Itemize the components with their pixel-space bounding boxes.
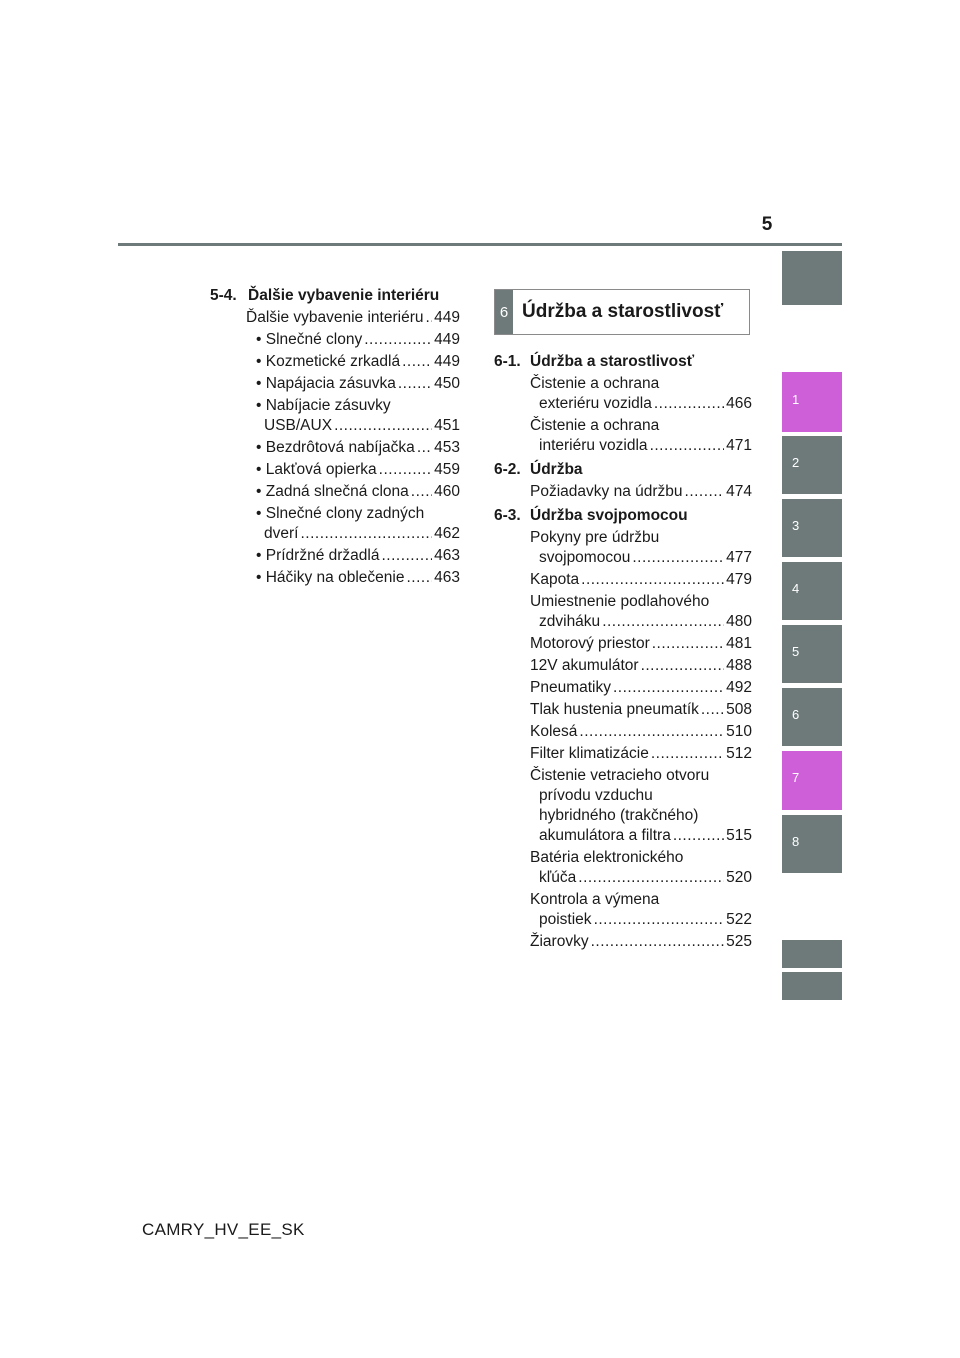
toc-entry[interactable] <box>530 482 752 502</box>
toc-entry-page: 479 <box>726 571 752 588</box>
toc-entry[interactable] <box>530 700 752 720</box>
section-heading <box>494 352 752 372</box>
toc-bullet[interactable] <box>256 460 460 480</box>
side-tab-label: 2 <box>792 455 800 470</box>
toc-entry-page: 463 <box>434 569 460 586</box>
dot-leader <box>685 482 725 502</box>
section-heading <box>494 506 752 526</box>
section-title: Údržba <box>530 461 583 478</box>
dot-leader <box>379 460 432 480</box>
chapter-title: Údržba a starostlivosť <box>522 301 724 322</box>
toc-entry-title: Kontrola a výmena <box>530 891 660 908</box>
dot-leader <box>641 656 725 676</box>
side-tab-4[interactable] <box>782 562 842 620</box>
side-tab-blank[interactable] <box>782 251 842 305</box>
toc-entry-title-cont: svojpomocou <box>539 549 631 566</box>
toc-entry-title: Kapota <box>530 571 580 588</box>
side-tab-7[interactable] <box>782 751 842 810</box>
dot-leader <box>364 330 432 350</box>
toc-entry-page: 515 <box>726 827 752 844</box>
toc-entry-page: 466 <box>726 395 752 412</box>
toc-entry[interactable] <box>530 766 752 846</box>
toc-entry[interactable] <box>530 678 752 698</box>
toc-entry-title: • Prídržné držadlá <box>256 547 380 564</box>
toc-entry-title: Tlak hustenia pneumatík <box>530 701 699 718</box>
toc-entry-page: 522 <box>726 911 752 928</box>
toc-bullet[interactable] <box>256 438 460 458</box>
toc-entry-page: 520 <box>726 869 752 886</box>
section-heading <box>494 460 752 480</box>
toc-entry-title: Čistenie a ochrana <box>530 417 660 434</box>
toc-entry-page: 449 <box>434 331 460 348</box>
side-tab-index-2[interactable] <box>782 972 842 1000</box>
toc-entry-page: 480 <box>726 613 752 630</box>
section-title: Údržba svojpomocou <box>530 507 688 524</box>
toc-entry-title: Batéria elektronického <box>530 849 684 866</box>
toc-entry[interactable] <box>530 634 752 654</box>
toc-entry-title: • Kozmetické zrkadlá <box>256 353 401 370</box>
toc-bullet[interactable] <box>256 374 460 394</box>
toc-entry-page: 481 <box>726 635 752 652</box>
dot-leader <box>650 436 725 456</box>
toc-entry[interactable] <box>530 528 752 568</box>
toc-entry-title: • Háčiky na oblečenie <box>256 569 405 586</box>
dot-leader <box>701 700 724 720</box>
dot-leader <box>673 826 724 846</box>
dot-leader <box>654 394 724 414</box>
toc-entry[interactable] <box>530 932 752 952</box>
toc-entry[interactable] <box>246 308 460 328</box>
left-column <box>210 286 460 588</box>
toc-entry-title-cont: kľúča <box>539 869 577 886</box>
toc-bullet[interactable] <box>256 396 460 436</box>
toc-entry-title: Ďalšie vybavenie interiéru <box>246 309 424 326</box>
toc-entry-page: 453 <box>434 439 460 456</box>
side-tab-3[interactable] <box>782 499 842 557</box>
toc-entry-title: • Slnečné clony zadných <box>256 505 425 522</box>
toc-bullet[interactable] <box>256 546 460 566</box>
toc-entry-title: Pneumatiky <box>530 679 611 696</box>
side-tab-1[interactable] <box>782 372 842 432</box>
side-tab-label: 4 <box>792 581 800 596</box>
toc-entry[interactable] <box>530 570 752 590</box>
dot-leader <box>381 546 432 566</box>
toc-bullet[interactable] <box>256 482 460 502</box>
toc-entry[interactable] <box>530 744 752 764</box>
toc-entry-title-cont: poistiek <box>539 911 592 928</box>
document-code: CAMRY_HV_EE_SK <box>142 1220 305 1239</box>
toc-entry-page: 459 <box>434 461 460 478</box>
right-column <box>494 352 752 952</box>
toc-entry-title-cont: zdviháku <box>539 613 601 630</box>
section-number: 5-4. <box>210 287 237 304</box>
toc-entry[interactable] <box>530 722 752 742</box>
dot-leader <box>594 910 725 930</box>
toc-entry[interactable] <box>530 890 752 930</box>
dot-leader <box>398 374 432 394</box>
toc-entry-title: Pokyny pre údržbu <box>530 529 660 546</box>
toc-entry-page: 512 <box>726 745 752 762</box>
side-tab-index[interactable] <box>782 940 842 968</box>
toc-entry-title: Požiadavky na údržbu <box>530 483 683 500</box>
toc-entry-page: 449 <box>434 353 460 370</box>
toc-entry-title: Filter klimatizácie <box>530 745 649 762</box>
dot-leader <box>406 568 432 588</box>
toc-entry-page: 462 <box>434 525 460 542</box>
dot-leader <box>632 548 724 568</box>
toc-entry-page: 450 <box>434 375 460 392</box>
side-tab-2[interactable] <box>782 436 842 494</box>
side-tab-label: 8 <box>792 834 800 849</box>
toc-entry-title-cont: akumulátora a filtra <box>539 827 671 844</box>
section-number: 6-2. <box>494 461 521 478</box>
section-heading <box>210 286 460 306</box>
toc-entry-title-cont: USB/AUX <box>264 417 333 434</box>
dot-leader <box>578 868 724 888</box>
toc-bullet[interactable] <box>256 352 460 372</box>
toc-entry-title-cont: prívodu vzduchu <box>539 787 653 804</box>
toc-entry-title: Motorový priestor <box>530 635 650 652</box>
section-title: Ďalšie vybavenie interiéru <box>248 287 440 304</box>
dot-leader <box>300 524 432 544</box>
toc-entry-page: 525 <box>726 933 752 950</box>
toc-entry-page: 463 <box>434 547 460 564</box>
toc-entry-title: Čistenie vetracieho otvoru <box>530 767 710 784</box>
dot-leader <box>417 438 432 458</box>
toc-entry-title: Kolesá <box>530 723 578 740</box>
toc-bullet[interactable] <box>256 568 460 588</box>
toc-entry-title: • Nabíjacie zásuvky <box>256 397 391 414</box>
chapter-header <box>494 289 750 335</box>
toc-entry-page: 477 <box>726 549 752 566</box>
dot-leader <box>613 678 724 698</box>
toc-entry-page: 508 <box>726 701 752 718</box>
dot-leader <box>579 722 724 742</box>
toc-entry-title: Žiarovky <box>530 933 589 950</box>
side-tab-label: 3 <box>792 518 800 533</box>
toc-entry-page: 474 <box>726 483 752 500</box>
toc-entry-page: 492 <box>726 679 752 696</box>
toc-bullet[interactable] <box>256 504 460 544</box>
side-tab-label: 7 <box>792 770 800 785</box>
dot-leader <box>591 932 725 952</box>
toc-entry-title: • Zadná slnečná clona <box>256 483 409 500</box>
toc-entry-title-cont: interiéru vozidla <box>539 437 648 454</box>
toc-entry-title: • Slnečné clony <box>256 331 363 348</box>
toc-entry-title: • Napájacia zásuvka <box>256 375 396 392</box>
toc-entry[interactable] <box>530 592 752 632</box>
section-title: Údržba a starostlivosť <box>530 353 695 370</box>
toc-entry-title-cont: dverí <box>264 525 299 542</box>
dot-leader <box>334 416 432 436</box>
section-number: 6-1. <box>494 353 521 370</box>
side-tab-5[interactable] <box>782 625 842 683</box>
toc-entry-title: • Lakťová opierka <box>256 461 377 478</box>
side-tab-8[interactable] <box>782 815 842 873</box>
toc-entry-page: 451 <box>434 417 460 434</box>
toc-entry-title: Čistenie a ochrana <box>530 375 660 392</box>
page-number: 5 <box>761 214 773 235</box>
toc-entry-title-cont: exteriéru vozidla <box>539 395 652 412</box>
toc-entry-page: 488 <box>726 657 752 674</box>
toc-entry[interactable] <box>530 656 752 676</box>
toc-entry-page: 449 <box>434 309 460 326</box>
dot-leader <box>425 308 432 328</box>
side-tab-label: 1 <box>792 392 800 407</box>
toc-entry-title: Umiestnenie podlahového <box>530 593 710 610</box>
side-tab-label: 5 <box>792 644 800 659</box>
toc-bullet[interactable] <box>256 330 460 350</box>
toc-entry-title-cont: hybridného (trakčného) <box>539 807 699 824</box>
toc-entry[interactable] <box>530 416 752 456</box>
dot-leader <box>652 634 724 654</box>
section-number: 6-3. <box>494 507 521 524</box>
header-rule <box>118 243 842 246</box>
dot-leader <box>581 570 724 590</box>
dot-leader <box>602 612 724 632</box>
toc-entry-page: 471 <box>726 437 752 454</box>
toc-entry[interactable] <box>530 374 752 414</box>
toc-entry-title: • Bezdrôtová nabíjačka <box>256 439 415 456</box>
dot-leader <box>651 744 724 764</box>
side-tab-label: 6 <box>792 707 800 722</box>
toc-entry-page: 510 <box>726 723 752 740</box>
toc-entry-title: 12V akumulátor <box>530 657 639 674</box>
chapter-number: 6 <box>495 290 513 334</box>
dot-leader <box>411 482 432 502</box>
side-tab-6[interactable] <box>782 688 842 746</box>
dot-leader <box>402 352 432 372</box>
toc-entry-page: 460 <box>434 483 460 500</box>
toc-entry[interactable] <box>530 848 752 888</box>
